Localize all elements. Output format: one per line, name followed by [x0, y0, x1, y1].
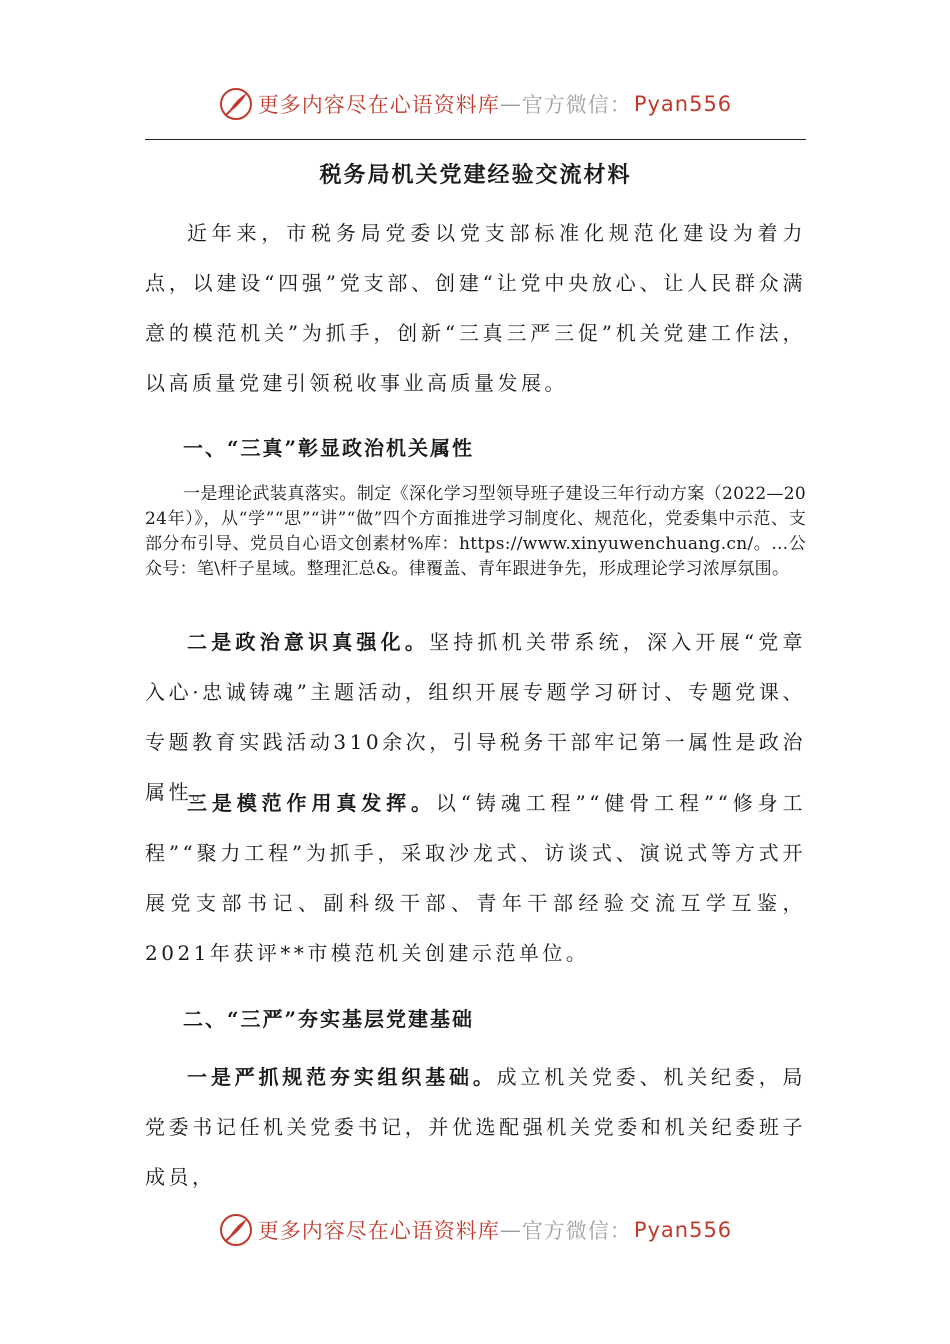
s2-item1-text: 成立机关党委、机关纪委，局党委书记任机关党委书记，并优选配强机关党委和机关纪委班子成员，: [145, 1065, 807, 1189]
footer-wechat-id: Pyan556: [633, 1218, 733, 1242]
banner-wechat-id: Pyan556: [633, 92, 733, 116]
s1-item2-text: 坚持抓机关带系统，深入开展“党章入心·忠诚铸魂”主题活动，组织开展专题学习研讨、专题党课、专题教育实践活动310余次，引导税务干部牢记第一属性是政治属性。: [145, 630, 806, 804]
quill-logo-icon: [218, 1212, 254, 1248]
s1-item3-lead: 三是模范作用真发挥。: [187, 791, 436, 815]
s1-item2-lead: 二是政治意识真强化。: [187, 630, 430, 654]
document-title: 税务局机关党建经验交流材料: [319, 162, 632, 188]
banner-dash: —: [499, 92, 522, 116]
footer-label: 官方微信：: [521, 1219, 632, 1243]
footer-banner: [0, 1210, 950, 1250]
section-heading-1: 一、“三真”彰显政治机关属性: [183, 436, 475, 460]
intro-paragraph: 近年来，市税务局党委以党支部标准化规范化建设为着力点，以建设“四强”党支部、创建“让党中央放心、让人民群众满意的模范机关”为抓手，创新“三真三严三促”机关党建工作法，以高质量党建引领税收事业高质量发展。: [145, 221, 806, 395]
s1-item3-text: 以“铸魂工程”“健骨工程”“修身工程”“聚力工程”为抓手，采取沙龙式、访谈式、演说式等方式开展党支部书记、副科级干部、青年干部经验交流互学互鉴，2021年获评**市模范机关创建示范单位。: [145, 791, 806, 965]
banner-brand: 更多内容尽在心语资料库: [257, 93, 500, 117]
quill-logo-icon: [218, 86, 254, 122]
s1-item1-paragraph: 一是理论武装真落实。制定《深化学习型领导班子建设三年行动方案（2022—2024年）》，从“学”“思”“讲”“做”四个方面推进学习制度化、规范化，党委集中示范、支部分布引导、党员自心语文创素材%库：https://www.xinyuwenchuang.cn/。…公众号：笔\杆子星域。整理汇总&。律覆盖、青年跟进争先，形成理论学习浓厚氛围。: [145, 484, 806, 579]
s1-item3-paragraph: [145, 778, 806, 978]
section-heading-2: 二、“三严”夯实基层党建基础: [183, 1007, 475, 1031]
header-banner: [0, 84, 950, 124]
footer-brand: 更多内容尽在心语资料库: [257, 1219, 500, 1243]
s2-item1-paragraph: [145, 1052, 806, 1202]
header-rule: [145, 139, 806, 140]
banner-label: 官方微信：: [521, 93, 632, 117]
s2-item1-lead: 一是严抓规范夯实组织基础。: [187, 1065, 497, 1089]
footer-dash: —: [499, 1218, 522, 1242]
